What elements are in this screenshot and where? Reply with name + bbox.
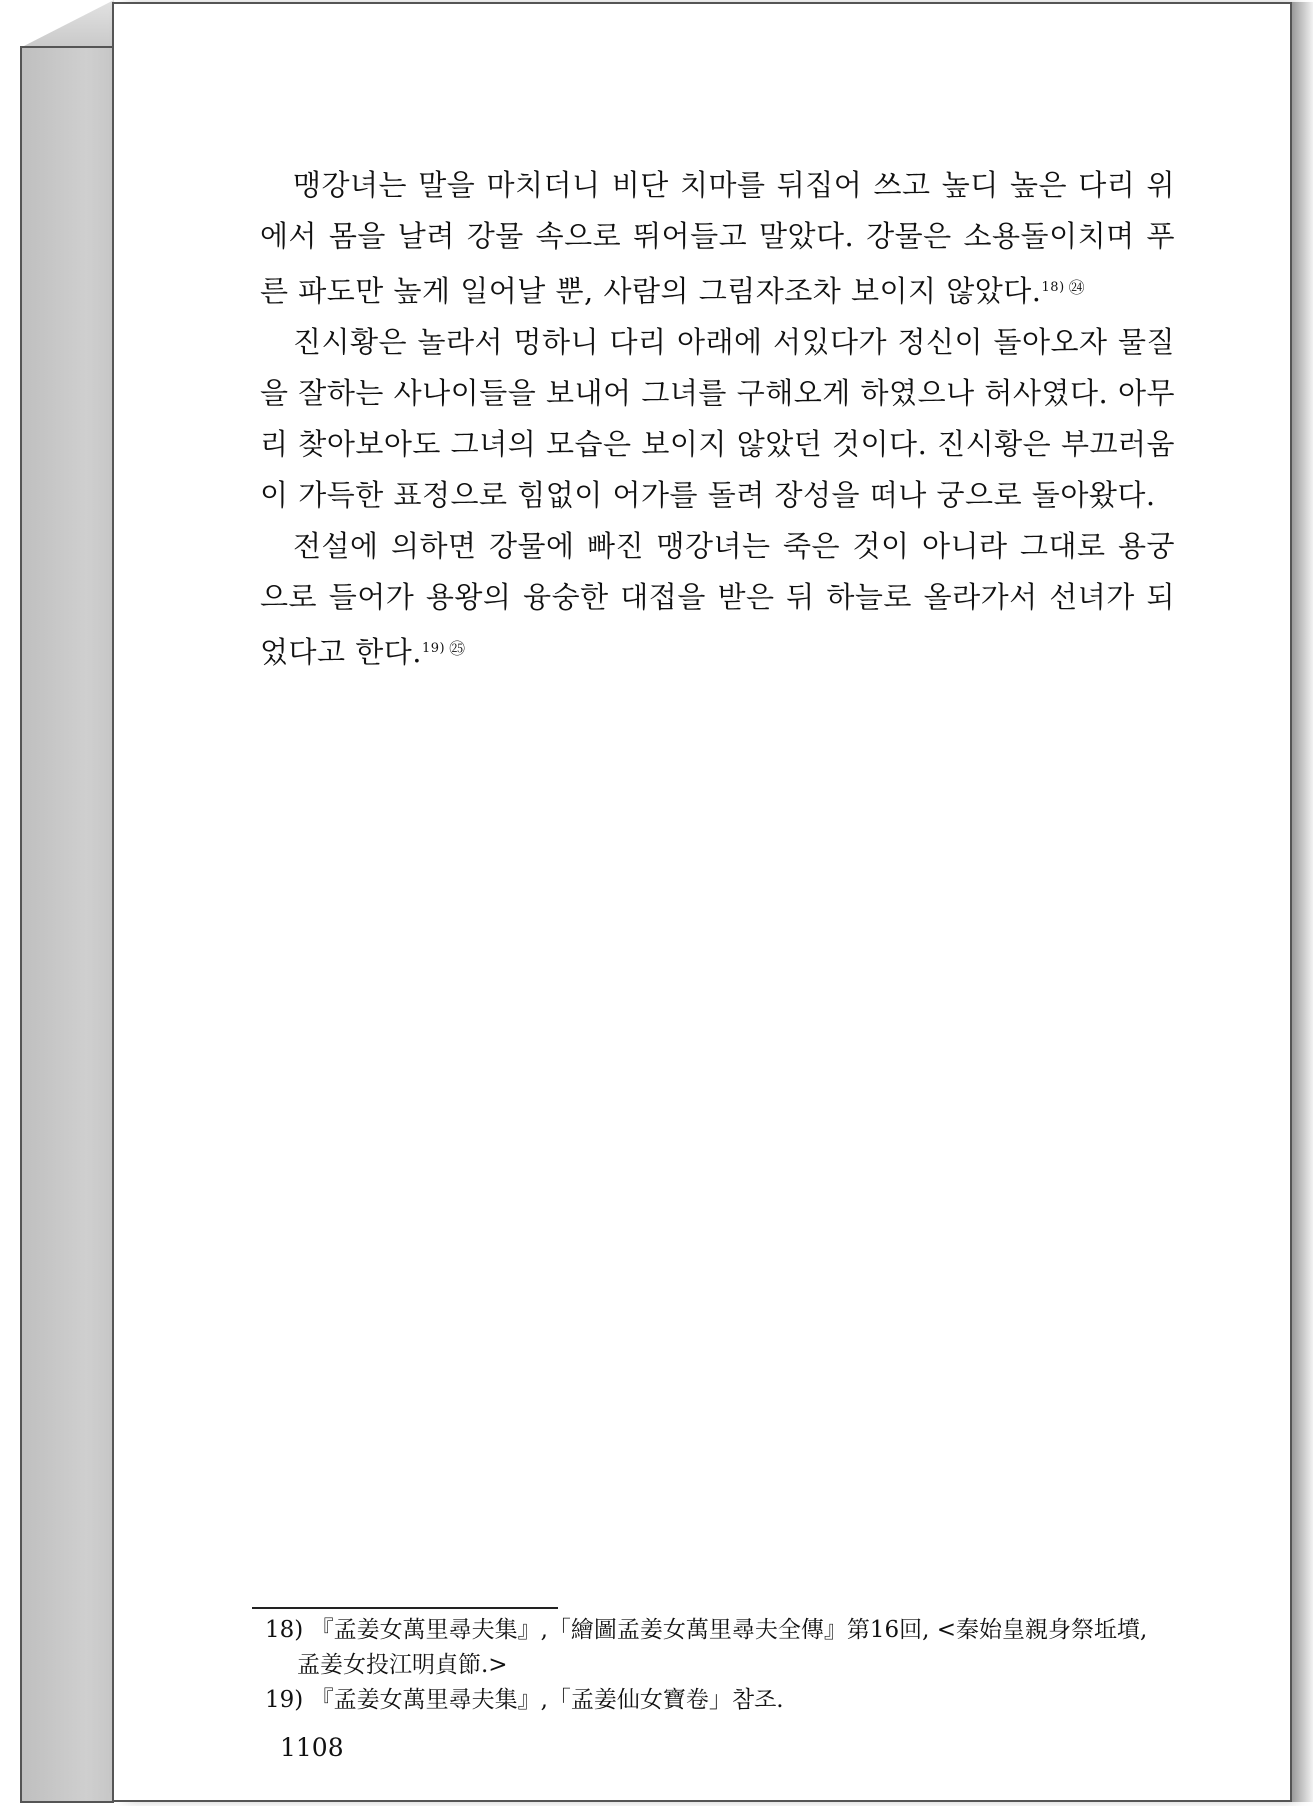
- footnote-18: [265, 1613, 1175, 1683]
- paragraph-3-text: 전설에 의하면 강물에 빠진 맹강녀는 죽은 것이 아니라 그대로 용궁으로 들어가 용왕의 융숭한 대접을 받은 뒤 하늘로 올라가서 선녀가 되었다고 한다.: [260, 529, 1175, 669]
- paragraph-1: [260, 160, 1175, 317]
- footnote-18-number: 18): [265, 1617, 304, 1643]
- circled-mark-24: ㉔: [1068, 278, 1086, 297]
- paragraph-3: [260, 521, 1175, 678]
- footnote-separator: [252, 1607, 558, 1609]
- footnotes: [265, 1613, 1175, 1718]
- page-edge-shadow: [1292, 2, 1313, 1802]
- body-text: [260, 160, 1175, 678]
- paragraph-2-text: 진시황은 놀라서 멍하니 다리 아래에 서있다가 정신이 돌아오자 물질을 잘하는 사나이들을 보내어 그녀를 구해오게 하였으나 허사였다. 아무리 찾아보아도 그녀의 모습은 보이지 않았던 것이다. 진시황은 부끄러움이 가득한 표정으로 힘없이 어가를 돌려 장성을 떠나 궁으로 돌아왔다.: [260, 325, 1175, 512]
- footnote-19: [265, 1683, 1175, 1718]
- book-top-edge: [20, 0, 114, 48]
- footnote-19-text: 『孟姜女萬里尋夫集』,「孟姜仙女寶卷」참조.: [310, 1687, 784, 1713]
- footnote-ref-18[interactable]: 18): [1041, 280, 1065, 295]
- paragraph-2: [260, 317, 1175, 521]
- footnote-19-number: 19): [265, 1687, 304, 1713]
- footnote-18-text: 『孟姜女萬里尋夫集』,「繪圖孟姜女萬里尋夫全傳』第16回, <秦始皇親身祭坵墳, 孟姜女投江明貞節.>: [297, 1617, 1148, 1678]
- page-number: 1108: [280, 1733, 344, 1762]
- footnote-ref-19[interactable]: 19): [422, 641, 446, 656]
- book-spine: [20, 46, 114, 1803]
- paragraph-1-text: 맹강녀는 말을 마치더니 비단 치마를 뒤집어 쓰고 높디 높은 다리 위에서 몸을 날려 강물 속으로 뛰어들고 말았다. 강물은 소용돌이치며 푸른 파도만 높게 일어날 뿐, 사람의 그림자조차 보이지 않았다.: [260, 168, 1175, 308]
- circled-mark-25: ㉕: [449, 639, 466, 658]
